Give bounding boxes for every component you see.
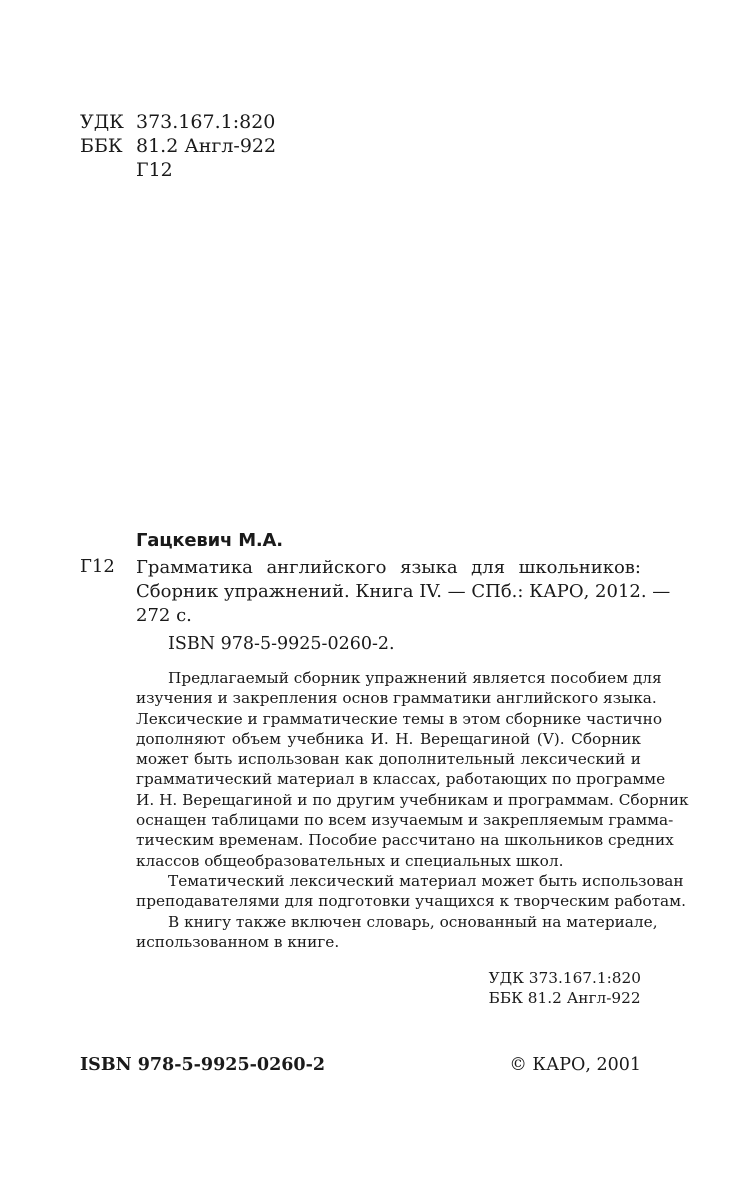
annotation-line: И. Н. Верещагиной и по другим учебникам и программам. Сборник — [136, 790, 689, 809]
udk-label: УДК — [80, 111, 124, 133]
annotation-line: оснащен таблицами по всем изучаемым и закрепляемым грамма- — [136, 811, 674, 830]
author-mark: Г12 — [136, 159, 173, 181]
annotation-line: дополняют объем учебника И. Н. Верещагиной (V). Сборник — [136, 729, 641, 748]
title-block — [136, 556, 671, 628]
udk-row — [80, 110, 275, 134]
bottom-udk: УДК 373.167.1:820 — [488, 969, 641, 987]
annotation-line: Предлагаемый сборник упражнений является пособием для — [168, 669, 662, 687]
annotation-line: использованном в книге. — [136, 932, 340, 951]
udk-value: 373.167.1:820 — [136, 111, 276, 133]
title-line: Грамматика английского языка для школьников: — [136, 557, 641, 578]
bbk-row — [80, 134, 276, 158]
record-isbn: ISBN 978-5-9925-0260-2. — [168, 634, 395, 654]
title-line: Сборник упражнений. Книга IV. — СПб.: КАРО, 2012. — — [136, 581, 671, 602]
author-mark-row — [80, 158, 173, 182]
bbk-label: ББК — [80, 135, 123, 157]
annotation-line: изучения и закрепления основ грамматики английского языка. — [136, 689, 657, 708]
annotation-paragraph-3 — [136, 912, 658, 953]
annotation — [136, 668, 689, 952]
annotation-paragraph-2 — [136, 871, 686, 912]
bottom-bbk: ББК 81.2 Англ-922 — [488, 989, 641, 1007]
annotation-line: Тематический лексический материал может быть использован — [168, 871, 684, 890]
footer-isbn: ISBN 978-5-9925-0260-2 — [80, 1055, 326, 1075]
annotation-line: может быть использован как дополнительный лексический и — [136, 750, 641, 769]
annotation-line: преподавателями для подготовки учащихся к творческим работам. — [136, 892, 686, 911]
annotation-line: грамматический материал в классах, работающих по программе — [136, 770, 666, 789]
side-code: Г12 — [80, 556, 115, 577]
annotation-line: В книгу также включен словарь, основанный на материале, — [168, 912, 658, 931]
bottom-codes — [489, 968, 641, 1008]
title-line: 272 с. — [136, 605, 192, 626]
bbk-value: 81.2 Англ-922 — [136, 135, 277, 157]
annotation-line: тическим временам. Пособие рассчитано на школьников средних — [136, 831, 674, 850]
footer-copyright: © КАРО, 2001 — [509, 1055, 641, 1075]
annotation-line: Лексические и грамматические темы в этом сборнике частично — [136, 709, 663, 728]
annotation-line: классов общеобразовательных и специальных школ. — [136, 851, 564, 870]
author-name: Гацкевич М.А. — [136, 530, 283, 551]
annotation-paragraph-1 — [136, 668, 689, 871]
